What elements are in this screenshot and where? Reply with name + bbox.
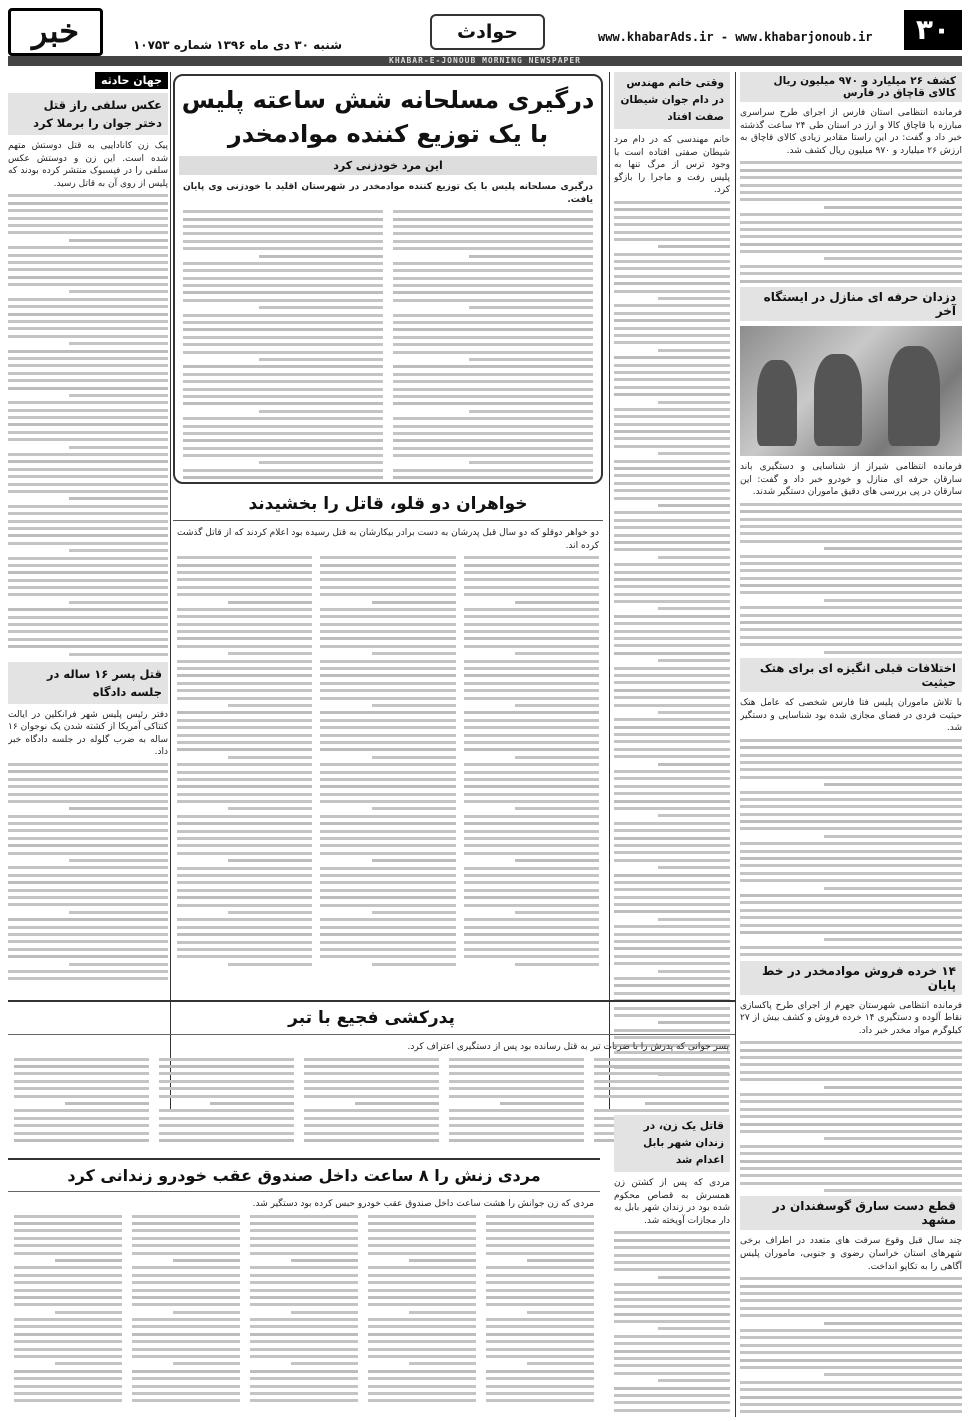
right-story5-lead: چند سال قبل وقوع سرقت های متعدد در اطراف برخی شهرهای استان خراسان رضوی و جنوبی، ماموران پلیس آگاهی را به تکاپو انداخت.	[740, 1236, 962, 1272]
right-story3-title: اختلافات قبلی انگیزه ای برای هتک حیثیت	[740, 658, 962, 692]
middle-story-title: وقتی خانم مهندس در دام جوان شیطان صفت افتاد	[614, 72, 730, 129]
bottom-middle-story	[614, 1115, 730, 1415]
main-story-box	[173, 74, 603, 484]
patricide-title: پدرکشی فجیع با تبر	[8, 1000, 735, 1035]
right-column	[740, 72, 962, 1417]
bottom-middle-title: قاتل یک زن، در زندان شهر بابل اعدام شد	[614, 1115, 730, 1172]
trunk-story-title: مردی زنش را ۸ ساعت داخل صندوق عقب خودرو زندانی کرد	[8, 1158, 600, 1192]
right-story1-title: کشف ۲۶ میلیارد و ۹۷۰ میلیون ریال کالای قاچاق در فارس	[740, 72, 962, 102]
main-lead: درگیری مسلحانه پلیس با یک توزیع کننده موادمخدر در شهرستان اقلید با خودزنی وی پایان یافت.	[183, 182, 593, 205]
right-story4-title: ۱۴ خرده فروش موادمخدر در خط پایان	[740, 961, 962, 995]
left-tag: جهان حادثه	[95, 72, 168, 89]
date-issue: شنبه ۳۰ دی ماه ۱۳۹۶ شماره ۱۰۷۵۳	[132, 38, 342, 52]
section-title: حوادث	[430, 14, 545, 50]
right-story2-lead: فرمانده انتظامی شیراز از شناسایی و دستگیری باند سارقان حرفه ای منازل و خودرو خبر داد و گفت: این سارقان در پی بررسی های دقیق ماموران دستگیر شدند.	[740, 462, 962, 498]
masthead-strip: KHABAR-E-JONOUB MORNING NEWSPAPER	[8, 56, 962, 66]
right-story4-lead: فرمانده انتظامی شهرستان جهرم از اجرای طرح پاکسازی نقاط آلوده و دستگیری ۱۴ خرده فروش و کشف بیش از ۲۷ کیلوگرم مواد مخدر خبر داد.	[740, 1000, 962, 1036]
left-column	[8, 72, 168, 1002]
twins-story-lead: دو خواهر دوقلو که دو سال قبل پدرشان به دست برادر بیکارشان به قتل رسیده بود اعلام کردند که از قاتل گذشت کرده اند.	[177, 528, 599, 551]
middle-column	[614, 72, 730, 1112]
right-story1-lead: فرمانده انتظامی استان فارس از اجرای طرح سراسری مبارزه با قاچاق کالا و ارز در استان طی ۲۴ ساعت گذشته خبر داد و گفت: در این راستا مقادیر زیادی کالای قاچاق به ارزش ۲۶ میلیارد و ۹۷۰ میلیون ریال کشف شد.	[740, 108, 962, 156]
website-url[interactable]: www.khabarAds.ir - www.khabarjonoub.ir	[598, 30, 873, 44]
left-story2-lead: دفتر رئیس پلیس شهر فرانکلین در ایالت کنتاکی آمریکا از کشته شدن یک نوجوان ۱۶ ساله به ضرب گلوله در جلسه دادگاه خبر داد.	[8, 709, 168, 758]
patricide-lead: پسر جوانی که پدرش را با ضربات تبر به قتل رسانده بود پس از دستگیری اعتراف کرد.	[407, 1042, 729, 1052]
left-story2-title: قتل پسر ۱۶ ساله در جلسه دادگاه	[8, 662, 168, 704]
page-number: ۳۰	[904, 10, 962, 50]
main-headline-line2: با یک توزیع کننده موادمخدر	[227, 120, 549, 148]
main-headline-line1: درگیری مسلحانه شش ساعته پلیس	[181, 86, 595, 114]
right-story5-title: قطع دست سارق گوسفندان در مشهد	[740, 1196, 962, 1230]
trunk-story	[8, 1158, 600, 1416]
twins-story-title: خواهران دو قلو، قاتل را بخشیدند	[173, 488, 603, 521]
suspects-photo	[740, 326, 962, 456]
right-story2-title: دزدان حرفه ای منازل در ایستگاه آخر	[740, 287, 962, 321]
middle-story-lead: خانم مهندسی که در دام مرد شیطان صفتی افتاده است با وجود ترس از مرگ تنها به پلیس رفت و ماجرا را بازگو کرد.	[614, 135, 730, 196]
left-story1-lead: پیک زن کاناداییی به قتل دوستش متهم شده است. این زن و دوستش عکس سلفی را در فیسبوک منتشر کرده بودند که پلیس از روی آن به قاتل رسید.	[8, 141, 168, 189]
newspaper-logo: خبر	[8, 8, 103, 56]
trunk-story-lead: مردی که زن جوانش را هشت ساعت داخل صندوق عقب خودرو حبس کرده بود دستگیر شد.	[252, 1199, 594, 1209]
right-story3-lead: با تلاش ماموران پلیس فتا فارس شخصی که عامل هتک حیثیت فردی در فضای مجازی شده بود شناسایی و دستگیر شد.	[740, 698, 962, 734]
left-story1-title: عکس سلفی راز قتل دختر جوان را برملا کرد	[8, 93, 168, 135]
main-subhead: این مرد خودزنی کرد	[179, 156, 597, 175]
twins-story	[173, 488, 603, 993]
bottom-middle-lead: مردی که پس از کشتن زن همسرش به قصاص محکوم شده بود در زندان شهر بابل به دار مجازات آویخته شد.	[614, 1178, 730, 1226]
